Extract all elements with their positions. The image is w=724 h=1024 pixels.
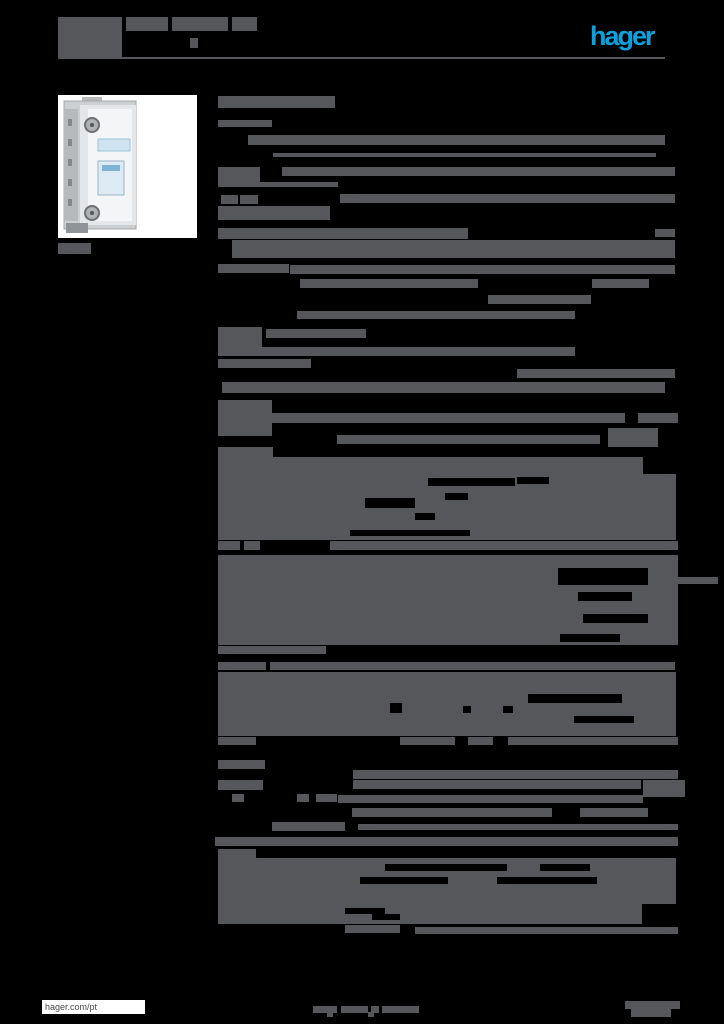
redacted-text-bar xyxy=(218,400,272,436)
redacted-text-bar xyxy=(218,120,272,127)
product-photo xyxy=(58,95,197,238)
redacted-text-bar xyxy=(218,737,256,745)
redacted-text-bar xyxy=(232,794,244,802)
redacted-text-bar xyxy=(244,541,260,550)
redacted-text-bar xyxy=(643,780,685,797)
redacted-text-bar xyxy=(215,837,678,846)
mass-gap xyxy=(558,568,648,585)
circuit-breaker-image xyxy=(58,95,197,238)
redacted-text-bar xyxy=(232,250,675,258)
hager-logo: hager xyxy=(590,21,654,51)
redacted-text-bar xyxy=(368,1012,374,1017)
mass-gap xyxy=(415,513,435,520)
redacted-text-mass xyxy=(218,672,676,736)
redacted-text-bar xyxy=(218,541,240,550)
redacted-text-bar xyxy=(218,849,256,858)
redacted-text-bar xyxy=(240,195,258,204)
redacted-text-bar xyxy=(218,182,338,187)
redacted-text-bar xyxy=(517,369,675,378)
redacted-text-bar xyxy=(273,153,656,157)
redacted-text-bar xyxy=(218,359,311,368)
redacted-text-bar xyxy=(338,795,643,803)
mass-gap xyxy=(583,614,648,623)
redacted-text-bar xyxy=(337,435,600,444)
mass-gap xyxy=(517,477,549,484)
redacted-text-mass xyxy=(218,904,642,924)
mass-gap xyxy=(428,478,515,486)
mass-gap xyxy=(643,457,678,474)
redacted-text-bar xyxy=(232,240,675,250)
redacted-text-bar xyxy=(232,17,257,31)
redacted-text-bar xyxy=(218,347,575,356)
redacted-text-bar xyxy=(272,413,625,423)
header-divider xyxy=(58,57,665,59)
redacted-text-bar xyxy=(270,662,675,670)
redacted-text-bar xyxy=(316,794,337,802)
redacted-text-bar xyxy=(266,329,366,338)
redacted-text-bar xyxy=(655,229,675,237)
mass-gap xyxy=(385,864,507,871)
redacted-text-bar xyxy=(218,228,468,239)
mass-gap xyxy=(372,914,400,920)
redacted-text-bar xyxy=(300,279,478,288)
redacted-text-bar xyxy=(172,17,228,31)
redacted-text-bar xyxy=(678,577,718,584)
redacted-text-bar xyxy=(58,17,122,58)
redacted-text-bar xyxy=(625,1001,680,1009)
mass-gap xyxy=(365,498,415,508)
redacted-text-bar xyxy=(592,279,649,288)
redacted-text-bar xyxy=(358,824,678,830)
redacted-text-bar xyxy=(218,96,335,108)
redacted-text-bar xyxy=(290,265,675,274)
redacted-text-bar xyxy=(353,770,678,779)
footer-website-box[interactable] xyxy=(42,1000,145,1014)
redacted-text-bar xyxy=(353,780,641,789)
redacted-text-bar xyxy=(222,382,665,393)
redacted-text-bar xyxy=(218,167,260,182)
redacted-text-bar xyxy=(488,295,591,304)
mass-gap xyxy=(578,592,632,601)
mass-gap xyxy=(497,877,597,884)
mass-gap xyxy=(445,493,468,500)
redacted-text-bar xyxy=(297,794,309,802)
redacted-text-bar xyxy=(631,1009,671,1017)
redacted-text-bar xyxy=(297,311,575,319)
mass-gap xyxy=(540,864,590,871)
redacted-text-bar xyxy=(218,760,265,769)
redacted-text-bar xyxy=(58,243,91,254)
redacted-text-bar xyxy=(468,737,493,745)
mass-gap xyxy=(574,716,634,723)
redacted-text-bar xyxy=(218,646,326,654)
redacted-text-bar xyxy=(248,135,665,145)
mass-gap xyxy=(390,703,402,713)
redacted-text-bar xyxy=(218,264,289,273)
redacted-text-bar xyxy=(341,1006,368,1013)
redacted-text-bar xyxy=(415,927,678,934)
redacted-text-bar xyxy=(345,925,400,933)
mass-gap xyxy=(350,530,470,536)
redacted-text-bar xyxy=(638,413,678,423)
mass-gap xyxy=(560,634,620,642)
footer-website-link[interactable]: hager.com/pt xyxy=(45,1002,98,1012)
redacted-text-bar xyxy=(282,167,675,176)
redacted-text-bar xyxy=(330,541,678,550)
redacted-text-bar xyxy=(340,194,675,203)
redacted-text-bar xyxy=(190,38,198,48)
redacted-text-bar xyxy=(221,195,238,204)
redacted-text-bar xyxy=(400,737,455,745)
redacted-text-bar xyxy=(313,1006,337,1013)
redacted-text-bar xyxy=(327,1012,333,1017)
mass-gap xyxy=(503,706,513,713)
redacted-text-bar xyxy=(382,1006,419,1013)
redacted-text-bar xyxy=(608,428,658,447)
redacted-text-bar xyxy=(272,822,345,831)
redacted-text-bar xyxy=(218,662,266,670)
redacted-text-bar xyxy=(218,206,330,220)
redacted-text-bar xyxy=(218,447,273,457)
redacted-text-bar xyxy=(508,737,678,745)
redacted-text-bar xyxy=(218,780,263,790)
mass-gap xyxy=(528,694,622,703)
mass-gap xyxy=(463,706,471,713)
mass-gap xyxy=(360,877,448,884)
redacted-text-bar xyxy=(352,808,552,817)
redacted-text-bar xyxy=(580,808,648,817)
redacted-text-bar xyxy=(126,17,168,31)
